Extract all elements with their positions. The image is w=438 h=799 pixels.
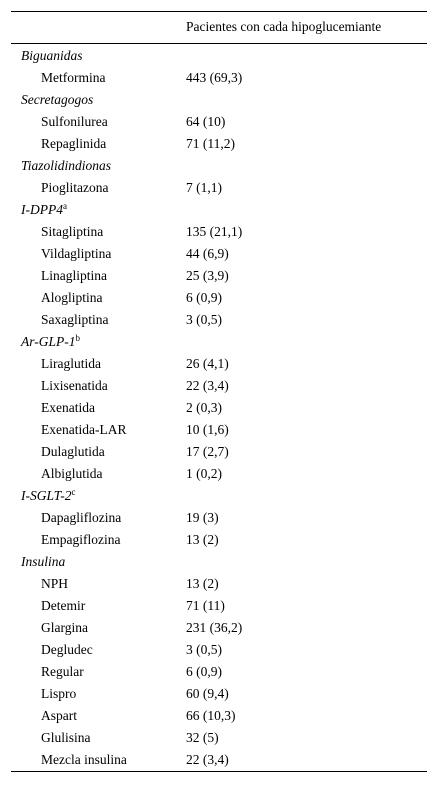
- table-header: [11, 12, 427, 43]
- row-label: Regular: [41, 664, 84, 679]
- patient-count: 22 (3,4): [186, 378, 229, 393]
- patient-count: 231 (36,2): [186, 620, 243, 635]
- patient-count: 13 (2): [186, 576, 219, 591]
- table-row: [11, 683, 427, 705]
- table-bottom-rule: [11, 771, 427, 772]
- table-row: [11, 375, 427, 397]
- drug-name: [41, 661, 84, 683]
- drug-name: [41, 419, 126, 441]
- drug-name: [41, 683, 76, 705]
- table-row: [11, 639, 427, 661]
- drug-name: [41, 617, 88, 639]
- drug-name: [41, 111, 108, 133]
- table-row: [11, 705, 427, 727]
- group-name: [21, 485, 75, 507]
- footnote-marker: b: [75, 333, 80, 343]
- group-row: [11, 331, 427, 353]
- row-label: Glargina: [41, 620, 88, 635]
- group-name: [21, 89, 93, 111]
- table-row: [11, 595, 427, 617]
- patient-count: 1 (0,2): [186, 466, 222, 481]
- patient-count: 71 (11,2): [186, 136, 235, 151]
- drug-name: [41, 133, 106, 155]
- drug-name: [41, 353, 101, 375]
- patient-count: 44 (6,9): [186, 246, 229, 261]
- row-label: Ar-GLP-1: [21, 334, 76, 349]
- drug-name: [41, 595, 85, 617]
- row-label: Biguanidas: [21, 48, 83, 63]
- row-label: Linagliptina: [41, 268, 107, 283]
- row-label: Metformina: [41, 70, 106, 85]
- drug-name: [41, 375, 108, 397]
- table-row: [11, 617, 427, 639]
- drug-name: [41, 639, 93, 661]
- drug-name: [41, 749, 127, 771]
- patient-count: 6 (0,9): [186, 290, 222, 305]
- drug-name: [41, 177, 109, 199]
- drug-name: [41, 309, 109, 331]
- table-row: [11, 353, 427, 375]
- row-label: NPH: [41, 576, 69, 591]
- group-name: [21, 45, 83, 67]
- patient-count: 66 (10,3): [186, 708, 236, 723]
- group-name: [21, 331, 80, 353]
- table-row: [11, 221, 427, 243]
- row-label: Albiglutida: [41, 466, 103, 481]
- patient-count: 10 (1,6): [186, 422, 229, 437]
- patient-count: 71 (11): [186, 598, 225, 613]
- row-label: Exenatida: [41, 400, 95, 415]
- table-row: [11, 419, 427, 441]
- table-row: [11, 243, 427, 265]
- drug-name: [41, 441, 105, 463]
- table-row: [11, 397, 427, 419]
- row-label: Aspart: [41, 708, 77, 723]
- drug-name: [41, 67, 105, 89]
- table-row: [11, 573, 427, 595]
- drug-name: [41, 221, 103, 243]
- patient-count: 19 (3): [186, 510, 219, 525]
- row-label: Detemir: [41, 598, 86, 613]
- table-row: [11, 111, 427, 133]
- drug-name: [41, 529, 120, 551]
- table-row: [11, 265, 427, 287]
- patient-count: 13 (2): [186, 532, 219, 547]
- table-row: [11, 133, 427, 155]
- row-label: Glulisina: [41, 730, 91, 745]
- patient-count: 17 (2,7): [186, 444, 229, 459]
- patient-count: 60 (9,4): [186, 686, 229, 701]
- group-row: [11, 155, 427, 177]
- row-label: I-DPP4: [21, 202, 63, 217]
- group-name: [21, 199, 67, 221]
- group-row: [11, 485, 427, 507]
- footnote-marker: a: [62, 201, 67, 211]
- footnote-marker: c: [71, 487, 76, 497]
- patient-count: 6 (0,9): [186, 664, 222, 679]
- table-row: [11, 727, 427, 749]
- drug-name: [41, 397, 95, 419]
- row-label: Empagiflozina: [41, 532, 121, 547]
- row-label: Lixisenatida: [41, 378, 108, 393]
- table-row: [11, 661, 427, 683]
- patient-count: 22 (3,4): [186, 752, 229, 767]
- patient-count: 2 (0,3): [186, 400, 222, 415]
- patient-count: 443 (69,3): [186, 70, 243, 85]
- row-label: Sulfonilurea: [41, 114, 108, 129]
- patient-count: 26 (4,1): [186, 356, 229, 371]
- patient-count: 3 (0,5): [186, 642, 222, 657]
- row-label: Mezcla insulina: [41, 752, 127, 767]
- drug-name: [41, 287, 103, 309]
- drug-name: [41, 727, 91, 749]
- patient-count: 25 (3,9): [186, 268, 229, 283]
- table-row: [11, 749, 427, 771]
- row-label: I-SGLT-2: [21, 488, 72, 503]
- row-label: Secretagogos: [21, 92, 94, 107]
- row-label: Tiazolidindionas: [21, 158, 112, 173]
- patient-count: 7 (1,1): [186, 180, 222, 195]
- drug-name: [41, 507, 121, 529]
- data-table: [11, 11, 427, 772]
- row-label: Pioglitazona: [41, 180, 109, 195]
- row-label: Dulaglutida: [41, 444, 105, 459]
- row-label: Sitagliptina: [41, 224, 104, 239]
- row-label: Exenatida-LAR: [41, 422, 127, 437]
- table-row: [11, 529, 427, 551]
- group-row: [11, 199, 427, 221]
- drug-name: [41, 573, 68, 595]
- table-row: [11, 287, 427, 309]
- patient-count: 32 (5): [186, 730, 219, 745]
- table-row: [11, 67, 427, 89]
- row-label: Repaglinida: [41, 136, 107, 151]
- row-label: Dapagliflozina: [41, 510, 122, 525]
- drug-name: [41, 463, 103, 485]
- row-label: Vildagliptina: [41, 246, 112, 261]
- row-label: Alogliptina: [41, 290, 103, 305]
- patient-count: 3 (0,5): [186, 312, 222, 327]
- drug-name: [41, 705, 77, 727]
- table-body: [11, 44, 427, 771]
- header-col2: Pacientes con cada hipoglucemiante: [186, 19, 382, 34]
- table-row: [11, 177, 427, 199]
- row-label: Degludec: [41, 642, 93, 657]
- drug-name: [41, 265, 107, 287]
- row-label: Lispro: [41, 686, 77, 701]
- row-label: Insulina: [21, 554, 66, 569]
- group-row: [11, 551, 427, 573]
- row-label: Saxagliptina: [41, 312, 109, 327]
- row-label: Liraglutida: [41, 356, 101, 371]
- drug-name: [41, 243, 111, 265]
- patient-count: 64 (10): [186, 114, 226, 129]
- table-row: [11, 507, 427, 529]
- table-row: [11, 441, 427, 463]
- group-row: [11, 89, 427, 111]
- group-name: [21, 155, 111, 177]
- table-row: [11, 463, 427, 485]
- group-row: [11, 45, 427, 67]
- table-row: [11, 309, 427, 331]
- patient-count: 135 (21,1): [186, 224, 243, 239]
- group-name: [21, 551, 65, 573]
